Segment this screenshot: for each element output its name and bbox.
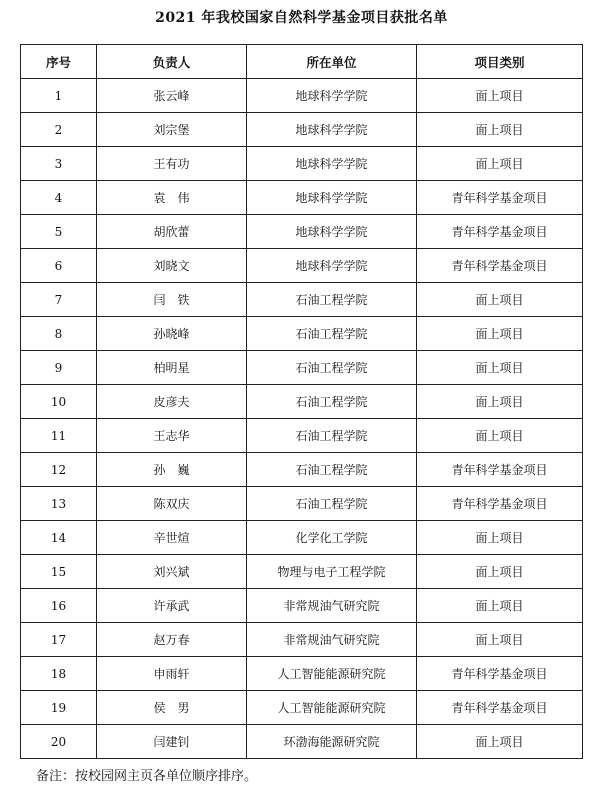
- cell-index: 4: [21, 181, 97, 215]
- footnote: 备注：按校园网主页各单位顺序排序。: [36, 769, 258, 784]
- cell-leader: 申雨轩: [97, 657, 247, 691]
- cell-index: 14: [21, 521, 97, 555]
- header-leader: 负责人: [97, 45, 247, 79]
- table-row: [21, 385, 583, 419]
- table-row: [21, 521, 583, 555]
- cell-unit: 人工智能能源研究院: [247, 691, 417, 725]
- cell-type: 面上项目: [417, 147, 583, 181]
- table-row: [21, 725, 583, 759]
- cell-type: 面上项目: [417, 79, 583, 113]
- cell-unit: 石油工程学院: [247, 419, 417, 453]
- cell-leader: 辛世煊: [97, 521, 247, 555]
- cell-unit: 环渤海能源研究院: [247, 725, 417, 759]
- table-row: [21, 181, 583, 215]
- cell-leader: 皮彦夫: [97, 385, 247, 419]
- table-row: [21, 249, 583, 283]
- table-row: [21, 657, 583, 691]
- cell-index: 20: [21, 725, 97, 759]
- cell-index: 10: [21, 385, 97, 419]
- cell-unit: 化学化工学院: [247, 521, 417, 555]
- cell-unit: 地球科学学院: [247, 215, 417, 249]
- cell-index: 1: [21, 79, 97, 113]
- table-row: [21, 623, 583, 657]
- cell-unit: 石油工程学院: [247, 283, 417, 317]
- cell-unit: 石油工程学院: [247, 453, 417, 487]
- cell-type: 面上项目: [417, 351, 583, 385]
- header-type: 项目类别: [417, 45, 583, 79]
- cell-unit: 地球科学学院: [247, 113, 417, 147]
- table-body: [21, 79, 583, 759]
- cell-type: 面上项目: [417, 555, 583, 589]
- table-row: [21, 589, 583, 623]
- cell-leader: 侯 男: [97, 691, 247, 725]
- table-row: [21, 283, 583, 317]
- cell-type: 青年科学基金项目: [417, 453, 583, 487]
- cell-index: 13: [21, 487, 97, 521]
- table-row: [21, 419, 583, 453]
- cell-type: 面上项目: [417, 317, 583, 351]
- cell-leader: 王志华: [97, 419, 247, 453]
- cell-type: 青年科学基金项目: [417, 487, 583, 521]
- cell-leader: 张云峰: [97, 79, 247, 113]
- cell-type: 青年科学基金项目: [417, 249, 583, 283]
- table-row: [21, 79, 583, 113]
- table-row: [21, 691, 583, 725]
- cell-type: 面上项目: [417, 283, 583, 317]
- cell-type: 面上项目: [417, 623, 583, 657]
- cell-leader: 柏明星: [97, 351, 247, 385]
- cell-unit: 地球科学学院: [247, 249, 417, 283]
- table-row: [21, 453, 583, 487]
- cell-leader: 陈双庆: [97, 487, 247, 521]
- table-header-row: [21, 45, 583, 79]
- cell-leader: 袁 伟: [97, 181, 247, 215]
- header-unit: 所在单位: [247, 45, 417, 79]
- table-row: [21, 113, 583, 147]
- cell-index: 16: [21, 589, 97, 623]
- cell-index: 18: [21, 657, 97, 691]
- cell-unit: 物理与电子工程学院: [247, 555, 417, 589]
- cell-type: 面上项目: [417, 725, 583, 759]
- table-row: [21, 351, 583, 385]
- cell-leader: 许承武: [97, 589, 247, 623]
- cell-leader: 孙 巍: [97, 453, 247, 487]
- cell-leader: 王有功: [97, 147, 247, 181]
- cell-unit: 地球科学学院: [247, 181, 417, 215]
- cell-index: 5: [21, 215, 97, 249]
- cell-index: 17: [21, 623, 97, 657]
- cell-unit: 非常规油气研究院: [247, 623, 417, 657]
- cell-type: 青年科学基金项目: [417, 691, 583, 725]
- cell-leader: 胡欣蕾: [97, 215, 247, 249]
- cell-index: 2: [21, 113, 97, 147]
- table-row: [21, 215, 583, 249]
- cell-unit: 石油工程学院: [247, 351, 417, 385]
- cell-index: 15: [21, 555, 97, 589]
- table-row: [21, 147, 583, 181]
- cell-index: 9: [21, 351, 97, 385]
- cell-leader: 刘晓文: [97, 249, 247, 283]
- cell-leader: 闫 铁: [97, 283, 247, 317]
- cell-index: 12: [21, 453, 97, 487]
- cell-type: 面上项目: [417, 385, 583, 419]
- cell-index: 3: [21, 147, 97, 181]
- cell-type: 面上项目: [417, 589, 583, 623]
- cell-unit: 石油工程学院: [247, 487, 417, 521]
- cell-type: 面上项目: [417, 113, 583, 147]
- cell-unit: 非常规油气研究院: [247, 589, 417, 623]
- cell-type: 面上项目: [417, 521, 583, 555]
- cell-type: 青年科学基金项目: [417, 215, 583, 249]
- table-row: [21, 487, 583, 521]
- cell-index: 6: [21, 249, 97, 283]
- table-row: [21, 317, 583, 351]
- cell-unit: 地球科学学院: [247, 147, 417, 181]
- page-title: 2021 年我校国家自然科学基金项目获批名单: [155, 10, 448, 26]
- cell-index: 19: [21, 691, 97, 725]
- cell-type: 青年科学基金项目: [417, 181, 583, 215]
- cell-type: 面上项目: [417, 419, 583, 453]
- cell-unit: 石油工程学院: [247, 317, 417, 351]
- funding-table: [20, 44, 583, 759]
- cell-type: 青年科学基金项目: [417, 657, 583, 691]
- cell-index: 11: [21, 419, 97, 453]
- cell-index: 7: [21, 283, 97, 317]
- cell-leader: 孙晓峰: [97, 317, 247, 351]
- table-row: [21, 555, 583, 589]
- cell-unit: 地球科学学院: [247, 79, 417, 113]
- cell-leader: 赵万春: [97, 623, 247, 657]
- cell-leader: 刘宗堡: [97, 113, 247, 147]
- cell-unit: 石油工程学院: [247, 385, 417, 419]
- cell-leader: 闫建钊: [97, 725, 247, 759]
- cell-index: 8: [21, 317, 97, 351]
- cell-leader: 刘兴斌: [97, 555, 247, 589]
- header-index: 序号: [21, 45, 97, 79]
- cell-unit: 人工智能能源研究院: [247, 657, 417, 691]
